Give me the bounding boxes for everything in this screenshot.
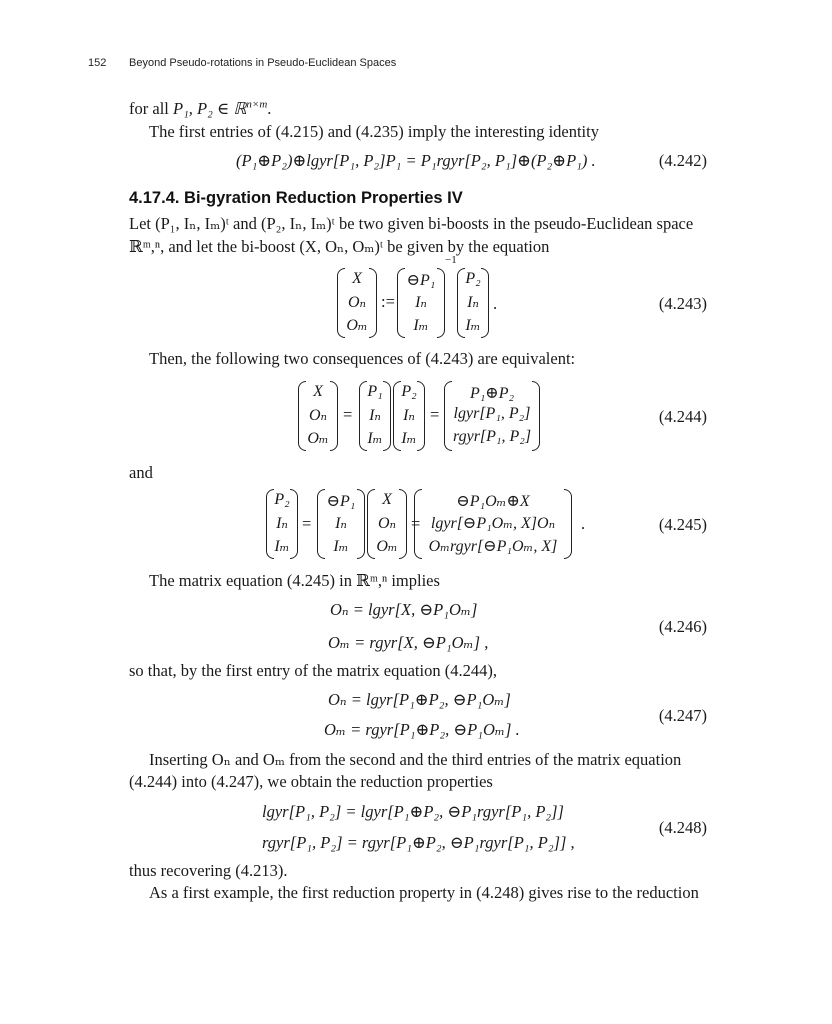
equals-operator: = (302, 514, 312, 533)
matrix-cell: Iₘ (401, 430, 417, 447)
paragraph-first-entries: The first entries of (4.215) and (4.235) imply the interesting identity (149, 122, 599, 141)
inverse-superscript: −1 (445, 254, 457, 266)
matrix-cell: Iₘ (413, 317, 429, 334)
running-header (88, 57, 397, 69)
paragraph-inserting-2: (4.244) into (4.247), we obtain the reduction properties (129, 772, 493, 791)
matrix-cell: Iₙ (369, 407, 381, 424)
matrix-cell: P₂ (465, 270, 481, 287)
matrix-cell: rgyr[P₁, P₂] (452, 428, 532, 445)
matrix-cell: Iₘ (367, 430, 383, 447)
matrix-cell: Oₘ (376, 538, 398, 555)
forall-prefix: for all (129, 99, 173, 118)
equation-number-4244: (4.244) (658, 407, 707, 426)
matrix-4244-a (298, 381, 338, 451)
running-title: Beyond Pseudo-rotations in Pseudo-Euclidean Spaces (129, 57, 397, 69)
matrix-4243-lhs (337, 268, 377, 338)
matrix-cell: lgyr[⊖P₁Oₘ, X]Oₙ (430, 515, 556, 532)
forall-line (129, 98, 271, 120)
forall-sup: n×m (246, 98, 268, 111)
matrix-cell: ⊖P₁Oₘ⊕X (456, 493, 530, 510)
matrix-cell: lgyr[P₁, P₂] (453, 405, 531, 422)
matrix-cell: Iₘ (274, 538, 290, 555)
paragraph-then: Then, the following two consequences of (4.243) are equivalent: (149, 349, 576, 368)
matrix-cell: P₂ (401, 383, 417, 400)
paragraph-so-that: so that, by the first entry of the matrix equation (4.244), (129, 661, 497, 680)
matrix-cell: X (352, 270, 362, 287)
equation-4242: (P₁⊕P₂)⊕lgyr[P₁, P₂]P₁ = P₁rgyr[P₂, P₁]⊕(P₂⊕P₁) . (236, 151, 596, 170)
and-word: and (129, 463, 153, 482)
equals-operator: = (430, 405, 440, 424)
equals-operator: = (411, 514, 421, 533)
paragraph-matrix-eq: The matrix equation (4.245) in ℝᵐ,ⁿ implies (149, 571, 440, 590)
trailing-period: . (581, 514, 586, 533)
matrix-cell: Iₘ (465, 317, 481, 334)
matrix-4245-c (367, 489, 407, 559)
equals-operator: = (343, 405, 353, 424)
matrix-cell: Iₙ (335, 515, 347, 532)
trailing-period: . (493, 294, 498, 313)
matrix-cell: Iₙ (403, 407, 415, 424)
equation-number-4243: (4.243) (658, 294, 707, 313)
matrix-4243-rhs (457, 268, 489, 338)
equation-4248-line1: lgyr[P₁, P₂] = lgyr[P₁⊕P₂, ⊖P₁rgyr[P₁, P₂]] (262, 802, 564, 821)
matrix-cell: Oₘ (346, 317, 368, 334)
matrix-cell: Iₘ (333, 538, 349, 555)
equation-number-4242: (4.242) (658, 151, 707, 170)
matrix-4244-d (444, 381, 540, 451)
section-heading: 4.17.4. Bi-gyration Reduction Properties IV (129, 189, 463, 207)
forall-period: . (267, 99, 272, 118)
equation-number-4248: (4.248) (658, 818, 707, 837)
matrix-4243-inverse (397, 268, 445, 338)
matrix-cell: P₁ (367, 383, 383, 400)
equation-number-4245: (4.245) (658, 515, 707, 534)
forall-sets: P₁, P₂ ∈ ℝ (172, 99, 247, 118)
paragraph-example: As a first example, the first reduction property in (4.248) gives rise to the reduction (149, 883, 699, 902)
matrix-cell: ⊖P₁ (406, 272, 436, 289)
matrix-cell: X (313, 383, 323, 400)
matrix-cell: Iₙ (415, 294, 427, 311)
matrix-cell: Oₙ (347, 294, 367, 311)
matrix-cell: Iₙ (467, 294, 479, 311)
matrix-cell: X (382, 491, 392, 508)
matrix-cell: Oₘrgyr[⊖P₁Oₘ, X] (428, 538, 558, 555)
matrix-cell: ⊖P₁ (326, 493, 356, 510)
equation-4248-line2: rgyr[P₁, P₂] = rgyr[P₁⊕P₂, ⊖P₁rgyr[P₁, P₂]] , (262, 833, 575, 852)
paragraph-thus: thus recovering (4.213). (129, 861, 288, 880)
equation-number-4246: (4.246) (658, 617, 707, 636)
matrix-4245-b (317, 489, 365, 559)
paragraph-rmn: ℝᵐ,ⁿ, and let the bi-boost (X, Oₙ, Oₘ)ᵗ be given by the equation (129, 237, 550, 256)
matrix-cell: P₁⊕P₂ (469, 385, 515, 402)
equation-4247-line1: Oₙ = lgyr[P₁⊕P₂, ⊖P₁Oₘ] (328, 690, 511, 709)
matrix-4245-a (266, 489, 298, 559)
matrix-cell: P₂ (274, 491, 290, 508)
matrix-4244-b (359, 381, 391, 451)
matrix-cell: Iₙ (276, 515, 288, 532)
page-number: 152 (88, 57, 107, 69)
paragraph-let: Let (P₁, Iₙ, Iₘ)ᵗ and (P₂, Iₙ, Iₘ)ᵗ be two given bi-boosts in the pseudo-Euclidean space (129, 214, 694, 233)
matrix-cell: Oₙ (308, 407, 328, 424)
paragraph-inserting-1: Inserting Oₙ and Oₘ from the second and the third entries of the matrix equation (149, 750, 682, 769)
matrix-cell: Oₙ (377, 515, 397, 532)
matrix-cell: Oₘ (307, 430, 329, 447)
matrix-4244-c (393, 381, 425, 451)
matrix-4245-d (414, 489, 572, 559)
equation-4246-line2: Oₘ = rgyr[X, ⊖P₁Oₘ] , (328, 633, 489, 652)
equation-number-4247: (4.247) (658, 706, 707, 725)
equation-4246-line1: Oₙ = lgyr[X, ⊖P₁Oₘ] (330, 600, 478, 619)
assign-operator: := (381, 292, 395, 311)
equation-4247-line2: Oₘ = rgyr[P₁⊕P₂, ⊖P₁Oₘ] . (324, 720, 520, 739)
